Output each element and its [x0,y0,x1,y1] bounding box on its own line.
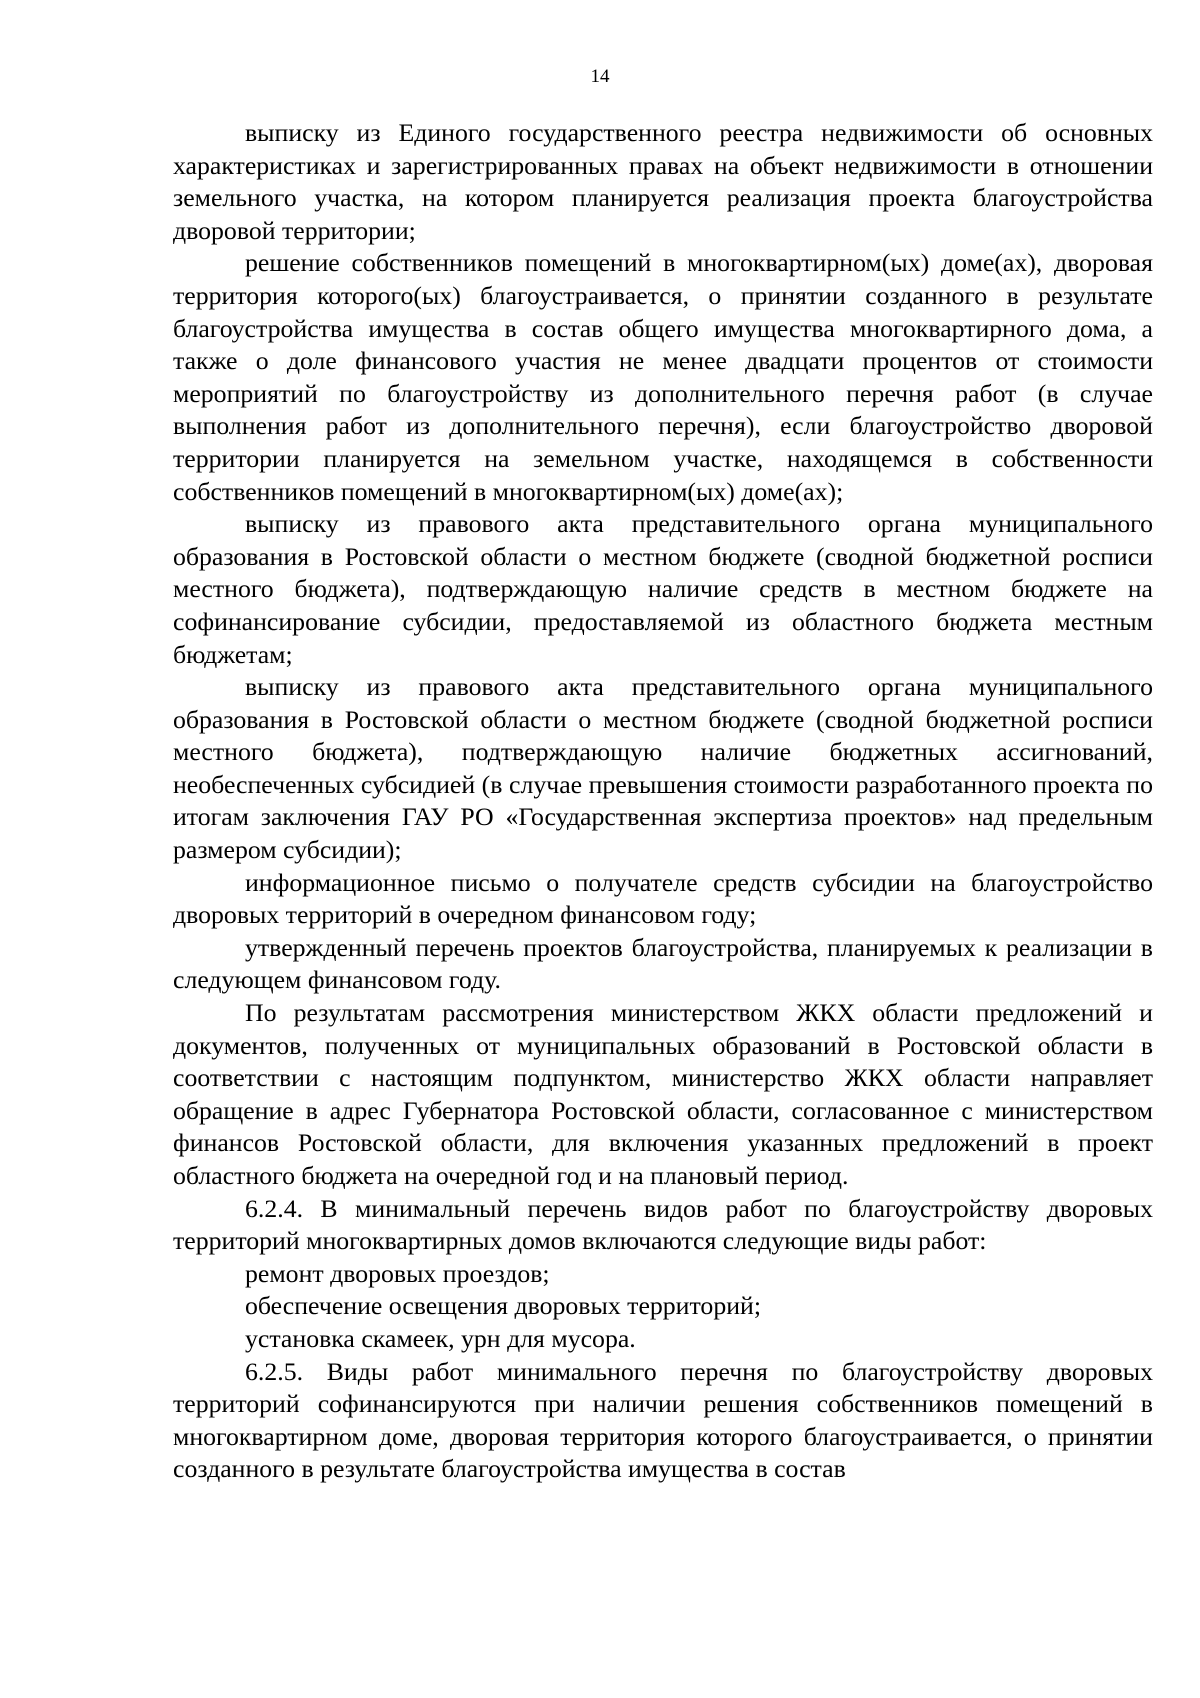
page-number: 14 [590,66,610,87]
paragraph-owners-decision: решение собственников помещений в многоквартирном(ых) доме(ах), дворовая территория которого(ых) благоустраивается, о принятии созданного в результате благоустройства имущества в состав общего имущества многоквартирного дома, а также о доле финансового участия не менее двадцати процентов от стоимости мероприятий по благоустройству из дополнительного перечня работ (в случае выполнения работ из дополнительного перечня), если благоустройство дворовой территории планируется на земельном участке, находящемся в собственности собственников помещений в многоквартирном(ых) доме(ах); [173,248,1153,506]
document-body [173,117,1153,1486]
paragraph-budget-extract-allocations: выписку из правового акта представительного органа муниципального образования в Ростовской области о местном бюджете (сводной бюджетной росписи местного бюджета), подтверждающую наличие бюджетных ассигнований, необеспеченных субсидией (в случае превышения стоимости разработанного проекта по итогам заключения ГАУ РО «Государственная экспертиза проектов» над предельным размером субсидии); [173,672,1153,865]
list-item-lighting: обеспечение освещения дворовых территорий; [245,1291,762,1321]
paragraph-budget-extract-cofinancing: выписку из правового акта представительного органа муниципального образования в Ростовской области о местном бюджете (сводной бюджетной росписи местного бюджета), подтверждающую наличие средств в местном бюджете на софинансирование субсидии, предоставляемой из областного бюджета местным бюджетам; [173,509,1153,669]
list-item-driveway-repair: ремонт дворовых проездов; [245,1258,550,1288]
paragraph-review-results: По результатам рассмотрения министерством ЖКХ области предложений и документов, полученных от муниципальных образований в Ростовской области в соответствии с настоящим подпунктом, министерство ЖКХ области направляет обращение в адрес Губернатора Ростовской области, согласованное с министерством финансов Ростовской области, для включения указанных предложений в проект областного бюджета на очередной год и на плановый период. [173,998,1153,1190]
paragraph-info-letter: информационное письмо о получателе средств субсидии на благоустройство дворовых территорий в очередном финансовом году; [173,867,1153,930]
paragraph-extract-egrn: выписку из Единого государственного реестра недвижимости об основных характеристиках и зарегистрированных правах на объект недвижимости в отношении земельного участка, на котором планируется реализация проекта благоустройства дворовой территории; [173,118,1153,245]
paragraph-6-2-4: 6.2.4. В минимальный перечень видов работ по благоустройству дворовых территорий многоквартирных домов включаются следующие виды работ: [173,1193,1153,1256]
list-item-benches-bins: установка скамеек, урн для мусора. [245,1323,636,1353]
paragraph-approved-list: утвержденный перечень проектов благоустройства, планируемых к реализации в следующем финансовом году. [173,932,1153,995]
paragraph-6-2-5: 6.2.5. Виды работ минимального перечня по благоустройству дворовых территорий софинансируются при наличии решения собственников помещений в многоквартирном доме, дворовая территория которого благоустраивается, о принятии созданного в результате благоустройства имущества в состав [173,1356,1153,1484]
